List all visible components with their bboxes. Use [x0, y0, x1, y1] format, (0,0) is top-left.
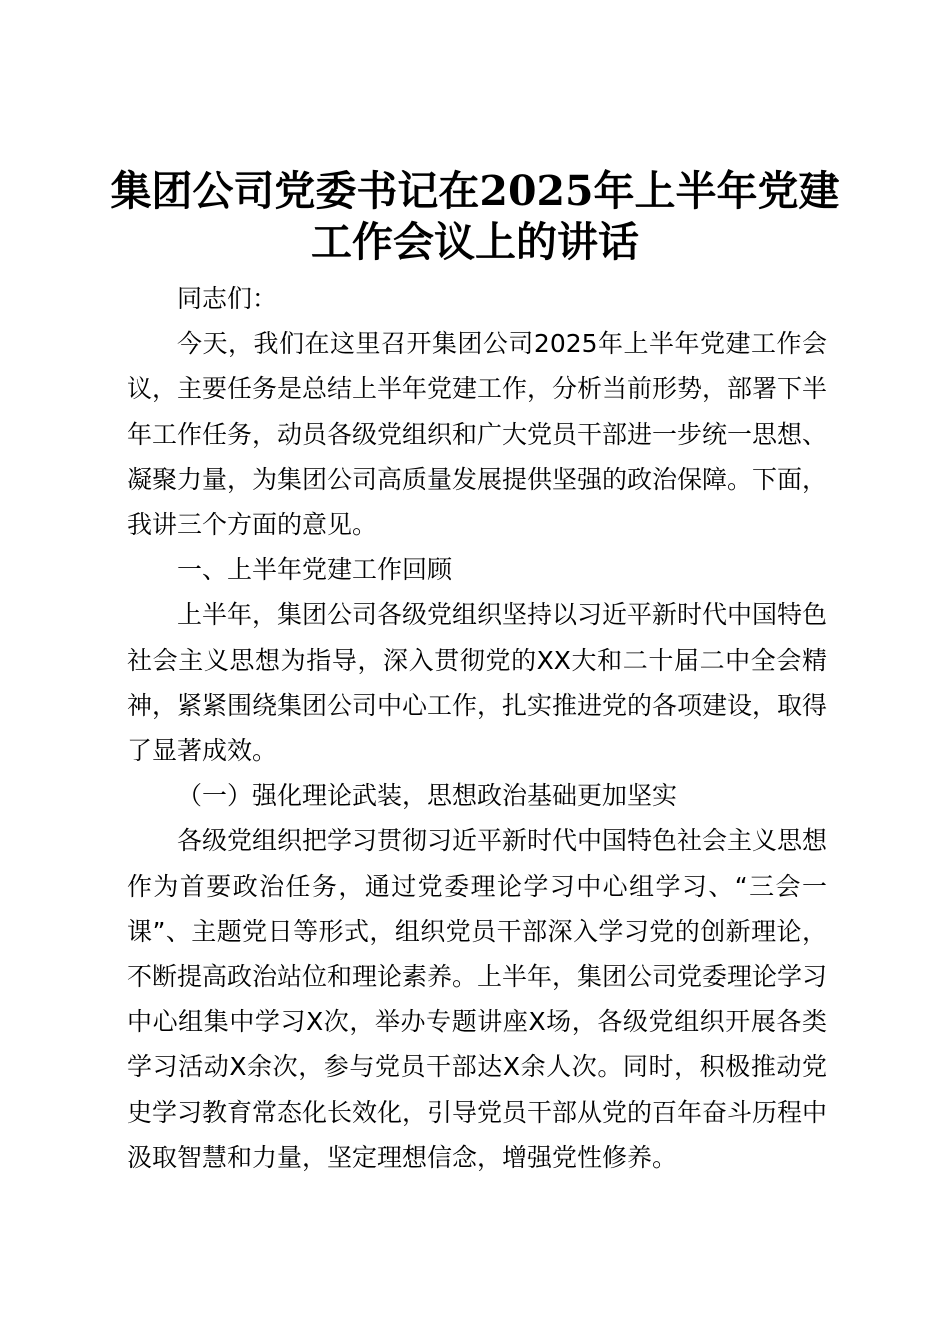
paragraph-review: 上半年，集团公司各级党组织坚持以习近平新时代中国特色社会主义思想为指导，深入贯彻党的XX大和二十届二中全会精神，紧紧围绕集团公司中心工作，扎实推进党的各项建设，取得了显著成效。: [127, 600, 828, 766]
paragraph-intro: 今天，我们在这里召开集团公司2025年上半年党建工作会议，主要任务是总结上半年党建工作，分析当前形势，部署下半年工作任务，动员各级党组织和广大党员干部进一步统一思想、凝聚力量，为集团公司高质量发展提供坚强的政治保障。下面，我讲三个方面的意见。: [127, 329, 828, 540]
salutation: 同志们：: [177, 284, 278, 313]
document-body: [127, 276, 827, 1180]
section-heading-1: 一、上半年党建工作回顾: [177, 555, 453, 585]
subsection-heading-1: （一）强化理论武装，思想政治基础更加坚实: [177, 781, 678, 811]
document-title: 集团公司党委书记在2025年上半年党建工作会议上的讲话: [110, 167, 840, 266]
paragraph-theory: 各级党组织把学习贯彻习近平新时代中国特色社会主义思想作为首要政治任务，通过党委理论学习中心组学习、“三会一课”、主题党日等形式，组织党员干部深入学习党的创新理论，不断提高政治站位和理论素养。上半年，集团公司党委理论学习中心组集中学习X次，举办专题讲座X场，各级党组织开展各类学习活动X余次，参与党员干部达X余人次。同时，积极推动党史学习教育常态化长效化，引导党员干部从党的百年奋斗历程中汲取智慧和力量，坚定理想信念，增强党性修养。: [127, 826, 828, 1172]
